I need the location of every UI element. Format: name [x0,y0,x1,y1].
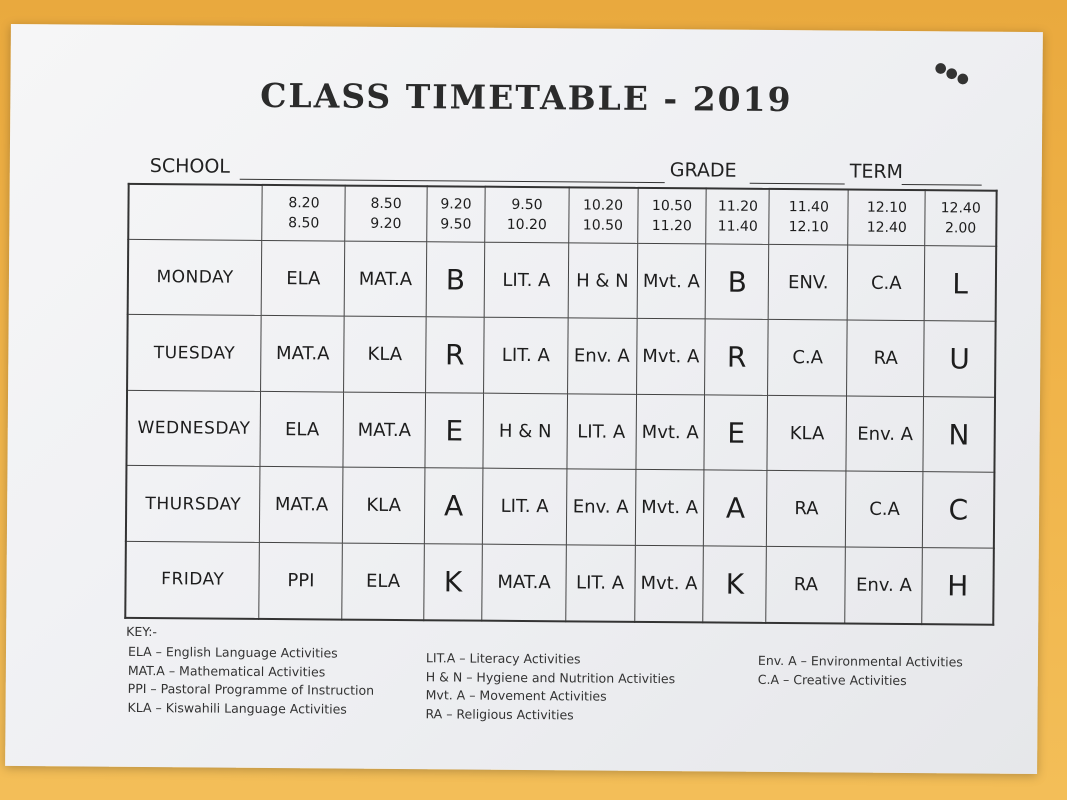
break-letter-cell: K [703,546,766,623]
day-label: WEDNESDAY [126,390,260,467]
corner-mark-icon: ●●● [932,58,973,89]
subject-cell: MAT.A [343,392,425,468]
school-blank [240,178,665,183]
time-slot-start: 8.50 [370,195,402,213]
break-letter-cell: K [423,544,482,621]
school-label: SCHOOL [149,155,231,178]
break-letter-cell: U [924,321,996,397]
grade-blank [750,182,845,185]
time-slot-start: 12.10 [866,199,908,217]
time-slot-end: 9.20 [370,215,402,233]
table-row [125,541,994,624]
key-entry: MAT.A – Mathematical Activities [127,662,326,679]
subject-cell: Env. A [567,318,637,394]
subject-cell: Env. A [846,396,924,472]
corner-cell [128,184,262,241]
term-label: TERM [849,160,904,183]
key-label: KEY:- [126,623,158,640]
break-letter-cell: R [705,319,768,395]
subject-cell: KLA [344,317,426,393]
subject-cell: MAT.A [261,316,345,392]
subject-cell: PPI [259,542,343,619]
header-fields [150,151,990,186]
break-letter-cell: L [925,246,997,322]
time-slot-start: 12.40 [940,200,981,217]
subject-cell: MAT.A [345,241,427,317]
subject-cell: Mvt. A [635,394,705,470]
time-slot-end: 11.40 [717,218,758,235]
subject-cell: RA [767,471,847,547]
break-letter-cell: A [424,468,483,544]
subject-cell: Env. A [566,469,636,545]
time-slot-header [769,189,849,245]
key-entry: H & N – Hygiene and Nutrition Activities [425,668,676,686]
time-slot-header [262,185,346,241]
break-letter-cell: E [704,395,767,471]
time-slot-header [637,188,706,244]
key-entry: C.A – Creative Activities [757,671,907,688]
time-slot-start: 10.50 [651,197,693,215]
time-slot-header [848,190,925,246]
subject-cell: ENV. [768,244,848,320]
table-row [126,390,995,472]
break-letter-cell: E [425,393,484,469]
subject-cell: Mvt. A [634,545,704,622]
subject-cell: C.A [768,320,848,396]
break-letter-cell: B [426,242,485,318]
time-slot-start: 8.20 [288,195,320,212]
subject-cell: Env. A [845,547,923,624]
break-letter-cell: B [706,244,769,320]
time-header-row [128,184,996,246]
time-slot-header [345,186,427,242]
subject-cell: Mvt. A [636,319,706,395]
key-entry: RA – Religious Activities [425,705,574,722]
key-column-1 [127,643,374,719]
subject-cell: RA [847,321,925,397]
subject-cell: LIT. A [483,469,567,545]
time-slot-start: 9.20 [440,196,472,213]
subject-cell: H & N [568,243,638,319]
time-slot-end: 11.20 [651,217,692,235]
time-slot-end: 8.50 [288,215,320,232]
key-entry: LIT.A – Literacy Activities [425,650,581,667]
time-slot-end: 12.10 [788,219,829,236]
term-blank [902,183,982,186]
time-slot-header [925,190,996,246]
subject-cell: C.A [846,471,924,547]
key-entry: ELA – English Language Activities [127,643,338,661]
time-slot-header [426,186,485,242]
key-column-3 [758,652,963,691]
subject-cell: KLA [343,467,425,543]
subject-cell: LIT. A [565,545,635,622]
subject-cell: ELA [342,543,424,620]
day-label: TUESDAY [127,315,261,392]
time-slot-start: 9.50 [511,196,543,214]
time-slot-end: 12.40 [866,219,907,237]
subject-cell: H & N [483,393,567,469]
time-slot-start: 10.20 [582,197,624,214]
break-letter-cell: R [425,317,484,393]
time-slot-start: 11.20 [717,198,759,215]
table-row [128,239,997,321]
subject-cell: Mvt. A [637,243,707,319]
timetable-sheet [5,24,1043,774]
subject-cell: KLA [767,395,847,471]
subject-cell: LIT. A [566,394,636,470]
day-label: THURSDAY [126,466,260,543]
time-slot-end: 2.00 [944,220,977,237]
time-slot-header [706,188,769,244]
break-letter-cell: C [923,472,995,548]
day-label: FRIDAY [125,541,259,619]
grade-label: GRADE [669,159,737,182]
subject-cell: ELA [261,240,345,316]
subject-cell: ELA [260,391,344,467]
key-entry: PPI – Pastoral Programme of Instruction [127,680,375,698]
table-row [126,466,995,548]
key-entry: Mvt. A – Movement Activities [425,687,607,704]
time-slot-end: 10.20 [506,216,547,234]
subject-cell: C.A [848,245,926,321]
timetable-grid [124,183,997,626]
break-letter-cell: A [704,470,767,546]
subject-cell: Mvt. A [635,470,705,546]
time-slot-header [568,187,637,243]
subject-cell: RA [766,546,846,623]
break-letter-cell: H [922,548,994,625]
subject-cell: LIT. A [485,242,569,318]
subject-cell: LIT. A [484,318,568,394]
time-slot-start: 11.40 [788,199,829,216]
break-letter-cell: N [923,397,995,473]
subject-cell: MAT.A [482,544,566,621]
time-slot-header [485,187,569,243]
table-row [127,315,996,397]
day-label: MONDAY [128,239,262,316]
key-column-2 [425,649,675,725]
time-slot-end: 9.50 [440,216,472,233]
key-entry: Env. A – Environmental Activities [757,652,963,670]
time-slot-end: 10.50 [582,217,623,234]
key-entry: KLA – Kiswahili Language Activities [127,699,347,717]
subject-cell: MAT.A [260,467,344,543]
page-title: CLASS TIMETABLE - 2019 [260,75,793,120]
